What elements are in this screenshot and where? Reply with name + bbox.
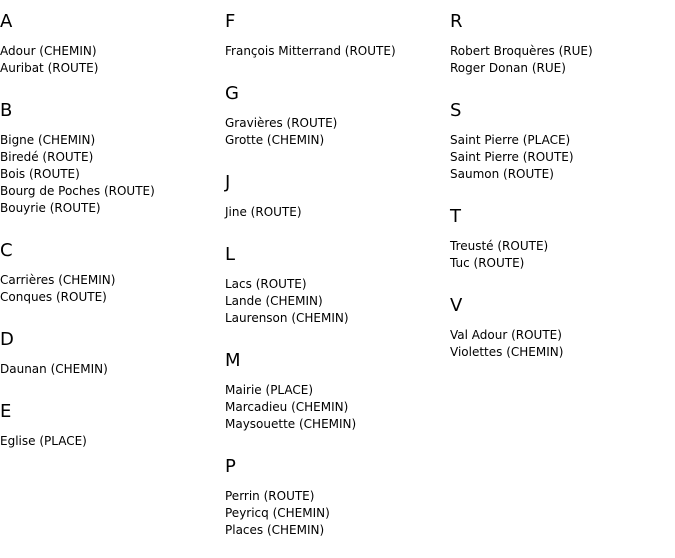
letter-group-g [225, 72, 450, 161]
letter-group-s [450, 89, 675, 195]
street-item[interactable]: Treusté (ROUTE) [450, 239, 549, 253]
letter-group-a [0, 0, 225, 89]
letter-group-d [0, 318, 225, 390]
letter-group-r [450, 0, 675, 89]
street-list [450, 317, 675, 373]
street-item[interactable]: Bouyrie (ROUTE) [0, 201, 101, 215]
letter-group-b [0, 89, 225, 229]
letter-group-c [0, 229, 225, 318]
street-list [225, 33, 450, 72]
street-item[interactable]: Mairie (PLACE) [225, 383, 314, 397]
street-item[interactable]: Bigne (CHEMIN) [0, 133, 96, 147]
street-item[interactable]: Tuc (ROUTE) [450, 256, 525, 270]
street-item[interactable]: Lande (CHEMIN) [225, 294, 323, 308]
letter-heading: R [450, 11, 463, 32]
letter-heading: L [225, 244, 236, 265]
letter-group-j [225, 161, 450, 233]
index-column-3 [450, 0, 675, 373]
street-list [0, 122, 225, 229]
street-list [0, 262, 225, 318]
street-item[interactable]: Marcadieu (CHEMIN) [225, 400, 349, 414]
letter-group-e [0, 390, 225, 462]
street-item[interactable]: Perrin (ROUTE) [225, 489, 315, 503]
letter-heading: V [450, 295, 463, 316]
street-item[interactable]: Conques (ROUTE) [0, 290, 107, 304]
street-list [450, 228, 675, 284]
letter-heading: S [450, 100, 462, 121]
street-list [450, 33, 675, 89]
street-item[interactable]: Robert Broquères (RUE) [450, 44, 593, 58]
street-item[interactable]: Adour (CHEMIN) [0, 44, 97, 58]
street-item[interactable]: Laurenson (CHEMIN) [225, 311, 349, 325]
index-column-2 [225, 0, 450, 551]
street-item[interactable]: Lacs (ROUTE) [225, 277, 307, 291]
street-item[interactable]: Bourg de Poches (ROUTE) [0, 184, 155, 198]
street-list [225, 194, 450, 233]
letter-group-v [450, 284, 675, 373]
street-item[interactable]: Auribat (ROUTE) [0, 61, 99, 75]
letter-group-t [450, 195, 675, 284]
street-item[interactable]: Places (CHEMIN) [225, 523, 325, 537]
letter-heading: G [225, 83, 239, 104]
street-list [225, 478, 450, 551]
letter-heading: P [225, 456, 236, 477]
letter-heading: F [225, 11, 236, 32]
street-item[interactable]: Eglise (PLACE) [0, 434, 87, 448]
street-list [225, 372, 450, 445]
street-list [0, 33, 225, 89]
street-item[interactable]: Val Adour (ROUTE) [450, 328, 562, 342]
street-item[interactable]: Bois (ROUTE) [0, 167, 80, 181]
letter-group-f [225, 0, 450, 72]
letter-heading: C [0, 240, 13, 261]
street-item[interactable]: Maysouette (CHEMIN) [225, 417, 357, 431]
street-item[interactable]: Carrières (CHEMIN) [0, 273, 116, 287]
street-item[interactable]: François Mitterrand (ROUTE) [225, 44, 396, 58]
letter-heading: E [0, 401, 12, 422]
street-item[interactable]: Saint Pierre (PLACE) [450, 133, 571, 147]
street-list [0, 351, 225, 390]
letter-heading: B [0, 100, 13, 121]
index-column-1 [0, 0, 225, 462]
street-list [225, 105, 450, 161]
street-item[interactable]: Biredé (ROUTE) [0, 150, 94, 164]
letter-heading: A [0, 11, 13, 32]
street-item[interactable]: Grotte (CHEMIN) [225, 133, 325, 147]
letter-heading: J [225, 172, 231, 193]
letter-group-p [225, 445, 450, 551]
street-item[interactable]: Roger Donan (RUE) [450, 61, 566, 75]
street-list [0, 423, 225, 462]
letter-group-m [225, 339, 450, 445]
street-item[interactable]: Saumon (ROUTE) [450, 167, 554, 181]
letter-heading: M [225, 350, 241, 371]
street-list [450, 122, 675, 195]
letter-heading: D [0, 329, 14, 350]
street-list [225, 266, 450, 339]
street-item[interactable]: Saint Pierre (ROUTE) [450, 150, 574, 164]
letter-group-l [225, 233, 450, 339]
street-item[interactable]: Peyricq (CHEMIN) [225, 506, 330, 520]
street-item[interactable]: Violettes (CHEMIN) [450, 345, 564, 359]
street-item[interactable]: Gravières (ROUTE) [225, 116, 338, 130]
street-item[interactable]: Jine (ROUTE) [225, 205, 302, 219]
letter-heading: T [450, 206, 461, 227]
street-item[interactable]: Daunan (CHEMIN) [0, 362, 108, 376]
